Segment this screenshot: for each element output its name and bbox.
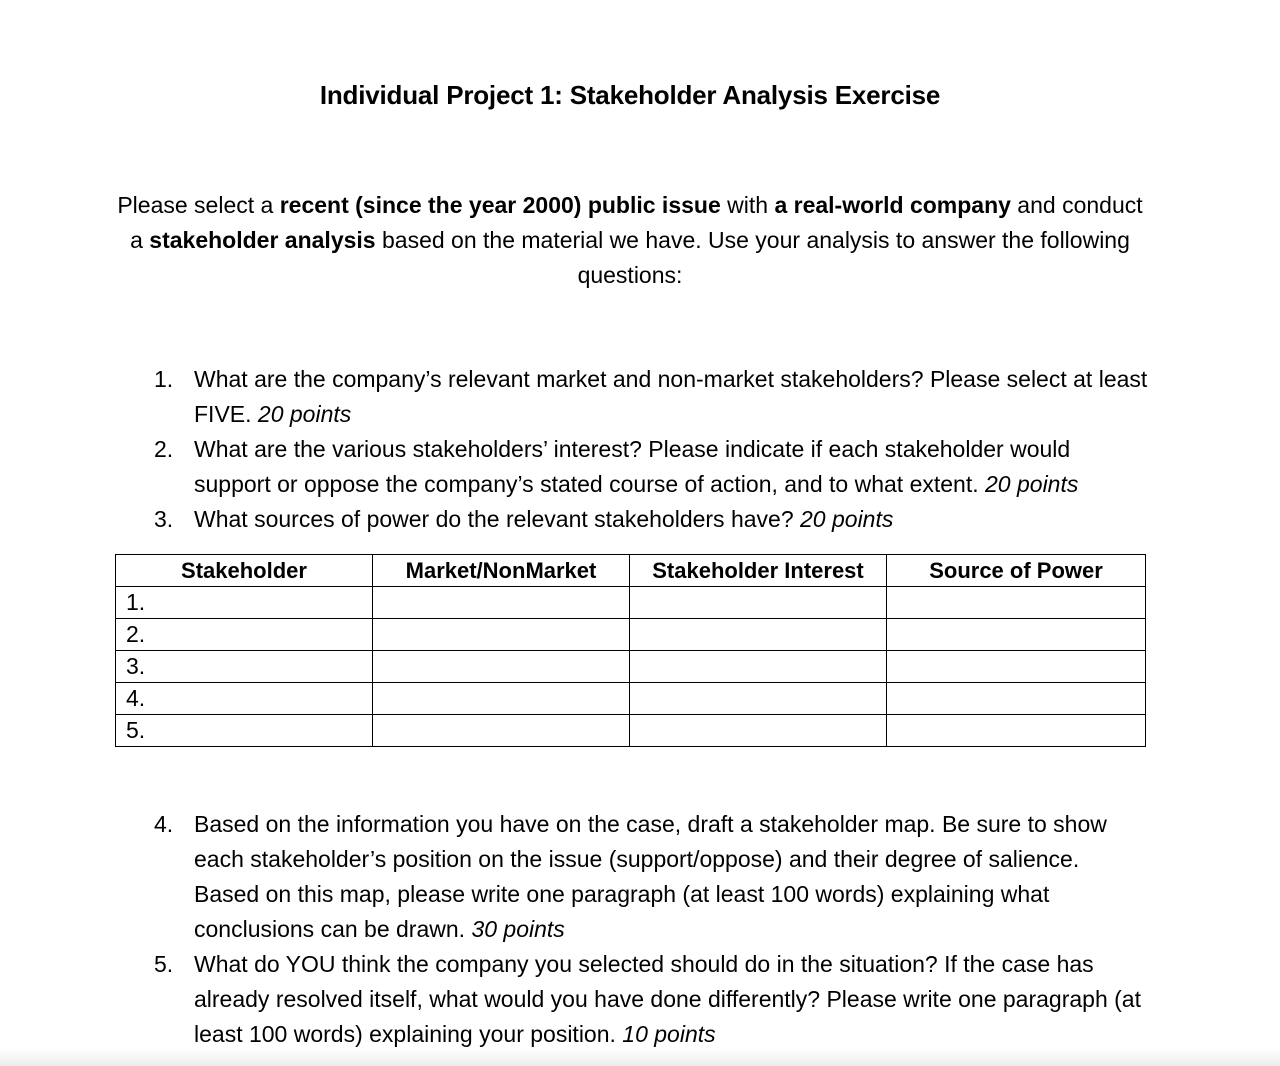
table-cell-market[interactable] [373,683,630,715]
header-market-nonmarket: Market/NonMarket [373,555,630,587]
intro-text-3: and conduct a [130,192,1143,253]
question-item [150,502,1150,537]
table-cell-power[interactable] [887,619,1146,651]
question-body: What are the various stakeholders’ interest? Please indicate if each stakeholder would support or oppose the company’s stated course of action, and to what extent. [194,436,1071,497]
intro-paragraph [110,188,1150,293]
question-body: What are the company’s relevant market and non-market stakeholders? Please select at least FIVE. [194,366,1148,427]
table-cell-stakeholder[interactable]: 4. [116,683,373,715]
question-item [150,947,1150,1052]
table-cell-power[interactable] [887,683,1146,715]
question-item [150,362,1150,432]
header-source-of-power: Source of Power [887,555,1146,587]
table-cell-power[interactable] [887,715,1146,747]
page-bottom-edge [0,1048,1280,1066]
table-cell-power[interactable] [887,587,1146,619]
question-points: 20 points [800,506,894,532]
table-cell-stakeholder[interactable]: 5. [116,715,373,747]
question-item [150,432,1150,502]
header-stakeholder: Stakeholder [116,555,373,587]
table-cell-stakeholder[interactable]: 1. [116,587,373,619]
question-body: What do YOU think the company you selected should do in the situation? If the case has already resolved itself, what would you have done differently? Please write one paragraph (at least 100 words) explaining your position. [194,951,1141,1047]
question-points: 10 points [622,1021,716,1047]
question-text [194,947,1150,1052]
table-cell-interest[interactable] [630,651,887,683]
table-row [116,683,1146,715]
table-cell-market[interactable] [373,587,630,619]
question-number: 3. [154,506,174,532]
intro-bold-1: recent (since the year 2000) public issue [279,192,721,218]
question-number: 1. [154,366,174,392]
table-cell-market[interactable] [373,651,630,683]
intro-text-2: with [720,192,775,218]
question-number: 4. [154,811,174,837]
question-number: 2. [154,436,174,462]
table-cell-market[interactable] [373,619,630,651]
intro-bold-3: stakeholder analysis [149,227,376,253]
table-cell-stakeholder[interactable]: 3. [116,651,373,683]
table-row [116,651,1146,683]
question-text [194,362,1150,432]
question-list-part-1 [150,362,1150,537]
table-cell-market[interactable] [373,715,630,747]
question-text [194,502,1150,537]
table-row [116,715,1146,747]
question-item [150,807,1150,947]
table-row [116,587,1146,619]
table-cell-interest[interactable] [630,715,887,747]
document-title: Individual Project 1: Stakeholder Analysis Exercise [319,80,941,110]
table-cell-interest[interactable] [630,683,887,715]
table-cell-interest[interactable] [630,619,887,651]
table-cell-interest[interactable] [630,587,887,619]
table-row [116,619,1146,651]
question-points: 30 points [471,916,565,942]
question-body: Based on the information you have on the case, draft a stakeholder map. Be sure to show each stakeholder’s position on the issue (support/oppose) and their degree of salience. Based on this map, please write one paragraph (at least 100 words) explaining what conclusions can be drawn. [194,811,1107,942]
question-list-part-2 [150,807,1150,1052]
question-text [194,807,1150,947]
question-points: 20 points [257,401,352,427]
question-body: What sources of power do the relevant stakeholders have? [194,506,801,532]
intro-text-4: based on the material we have. Use your analysis to answer the following questions: [375,227,1130,288]
question-points: 20 points [985,471,1079,497]
question-text [194,432,1150,502]
header-stakeholder-interest: Stakeholder Interest [630,555,887,587]
table-cell-stakeholder[interactable]: 2. [116,619,373,651]
question-number: 5. [154,951,174,977]
intro-bold-2: a real-world company [774,192,1011,218]
table-header-row [116,555,1146,587]
stakeholder-table [115,554,1146,747]
intro-text-1: Please select a [117,192,280,218]
table-cell-power[interactable] [887,651,1146,683]
